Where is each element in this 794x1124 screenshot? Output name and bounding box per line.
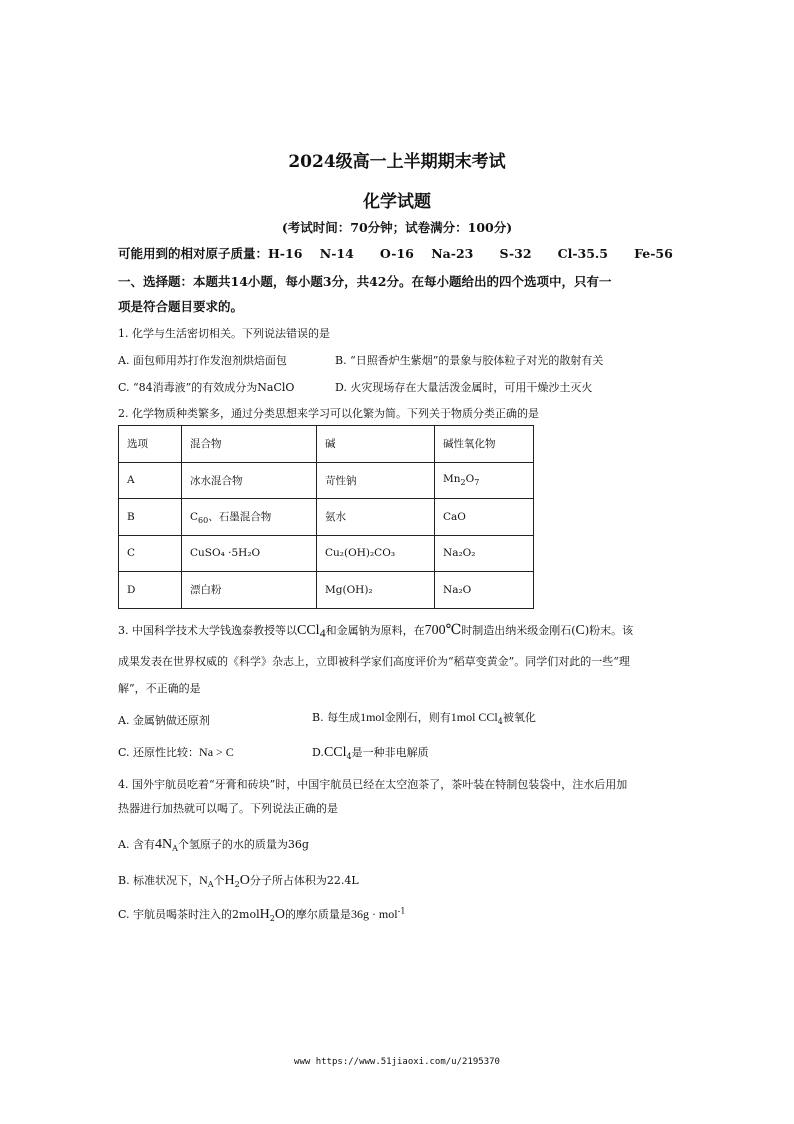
section1-heading-line2: 项是符合题目要求的。 bbox=[118, 299, 244, 314]
table-cell-oxide: $Mn_2O_7$ bbox=[435, 462, 534, 499]
q2-stem: 2. 化学物质种类繁多，通过分类思想来学习可以化繁为简。下列关于物质分类正确的是 bbox=[118, 407, 539, 420]
exam-info: (考试时间：70分钟；试卷满分：100分) bbox=[281, 220, 513, 235]
table-cell-base: 氨水 bbox=[317, 499, 435, 536]
q4-stem-line2: 热器进行加热就可以喝了。下列说法正确的是 bbox=[118, 802, 338, 815]
footer-watermark-url: www https://www.51jiaoxi.com/u/2195370 bbox=[294, 1057, 500, 1067]
q1-option-b: B. “日照香炉生紫烟”的景象与胶体粒子对光的散射有关 bbox=[335, 354, 604, 367]
q3-stem-line2: 成果发表在世界权威的《科学》杂志上，立即被科学家们高度评价为“稻草变黄金”。同学们对此的一些“理 bbox=[118, 655, 630, 668]
q4-option-c: C. 宇航员喝茶时注入的2molH$_2$O的摩尔质量是36g · mol$^{-1}$ bbox=[118, 906, 406, 924]
table-cell-mixture: $C_{60}$、石墨混合物 bbox=[182, 499, 317, 536]
table-cell-option: B bbox=[119, 499, 182, 536]
table-header: 碱 bbox=[317, 426, 435, 463]
q1-option-c: C. “84消毒液”的有效成分为NaClO bbox=[118, 381, 295, 394]
q3-option-c: C. 还原性比较：Na > C bbox=[118, 745, 234, 759]
q1-stem: 1. 化学与生活密切相关。下列说法错误的是 bbox=[118, 327, 330, 340]
q3-stem-line3: 解”，不正确的是 bbox=[118, 682, 201, 695]
q1-option-a: A. 面包师用苏打作发泡剂烘焙面包 bbox=[118, 354, 287, 367]
table-cell-option: D bbox=[119, 572, 182, 609]
classification-table bbox=[118, 425, 534, 609]
table-cell-base: 苛性钠 bbox=[317, 462, 435, 499]
table-header: 混合物 bbox=[182, 426, 317, 463]
subject-title: 化学试题 bbox=[363, 192, 431, 212]
q4-stem-line1: 4. 国外宇航员吃着“牙膏和砖块”时，中国宇航员已经在太空泡茶了，茶叶装在特制包装袋中，注水后用加 bbox=[118, 778, 628, 791]
table-cell-base: Mg(OH)₂ bbox=[317, 572, 435, 609]
table-cell-option: A bbox=[119, 462, 182, 499]
q1-option-d: D. 火灾现场存在大量活泼金属时，可用干燥沙土灭火 bbox=[335, 381, 593, 394]
table-cell-option: C bbox=[119, 535, 182, 572]
q3-option-b: B. 每生成1mol金刚石，则有1mol CCl$_4$被氧化 bbox=[312, 710, 536, 727]
table-header: 选项 bbox=[119, 426, 182, 463]
table-cell-mixture: CuSO₄ ·5H₂O bbox=[182, 535, 317, 572]
q3-stem-line1: 3. 中国科学技术大学钱逸泰教授等以CCl$_4$和金属钠为原料，在700℃时制造出纳米级金刚石(C)粉末。该 bbox=[118, 623, 634, 641]
table-cell-oxide: CaO bbox=[435, 499, 534, 536]
section1-heading-line1: 一、选择题：本题共14小题，每小题3分，共42分。在每小题给出的四个选项中，只有一 bbox=[118, 274, 612, 289]
table-cell-mixture: 冰水混合物 bbox=[182, 462, 317, 499]
table-row bbox=[119, 535, 534, 572]
table-header: 碱性氧化物 bbox=[435, 426, 534, 463]
table-cell-base: Cu₂(OH)₂CO₃ bbox=[317, 535, 435, 572]
q3-option-d: D.CCl$_4$是一种非电解质 bbox=[312, 745, 429, 762]
table-cell-mixture: 漂白粉 bbox=[182, 572, 317, 609]
table-header-row bbox=[119, 426, 534, 463]
q3-option-a: A. 金属钠做还原剂 bbox=[118, 714, 210, 727]
table-cell-oxide: Na₂O₂ bbox=[435, 535, 534, 572]
table-cell-oxide: Na₂O bbox=[435, 572, 534, 609]
q4-option-b: B. 标准状况下，$N_A$个$H_2O$分子所占体积为22.4L bbox=[118, 873, 359, 890]
table-row bbox=[119, 499, 534, 536]
exam-title: 2024级高一上半期期末考试 bbox=[288, 152, 506, 172]
atomic-masses: 可能用到的相对原子质量：H-16 N-14 O-16 Na-23 S-32 Cl-35.5 Fe-56 bbox=[118, 246, 673, 261]
table-row bbox=[119, 462, 534, 499]
q4-option-a: A. 含有$4N_A$个氢原子的水的质量为36g bbox=[118, 837, 309, 854]
table-row bbox=[119, 572, 534, 609]
